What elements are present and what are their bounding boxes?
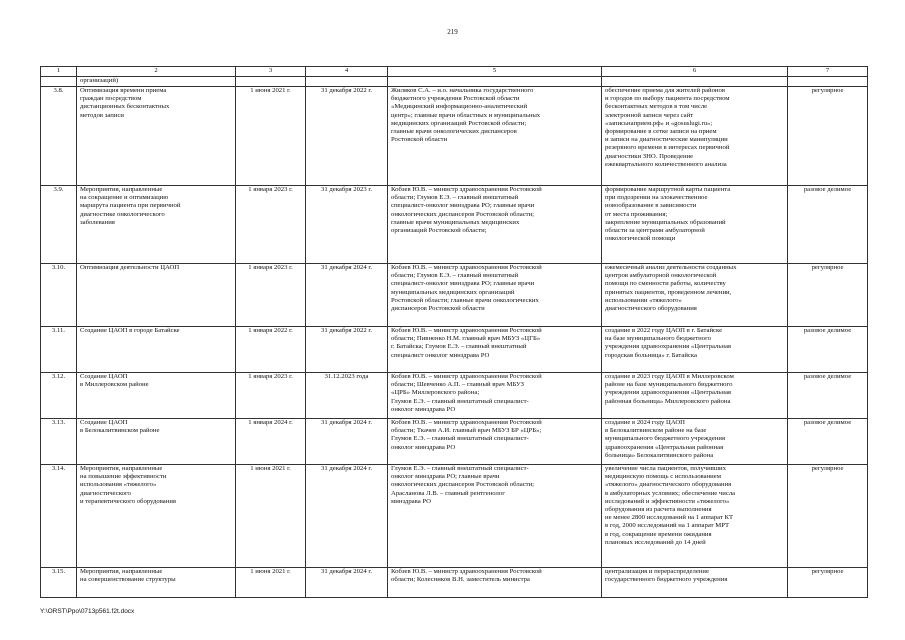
cell-responsible-line: бюджетного учреждения Ростовской области (391, 95, 520, 103)
cell-name (77, 87, 236, 186)
cell-result (602, 465, 788, 568)
measures-table (40, 66, 868, 598)
cell-result-line: формирование маршрутной карты пациента (605, 186, 731, 193)
cell-name-line: Создание ЦАОП в городе Батайске (80, 327, 180, 334)
header-cell: 4 (306, 67, 388, 77)
cell-result-line: муниципального бюджетного учреждения (605, 435, 726, 443)
cell-end-date: 31 декабря 2024 г. (306, 465, 388, 568)
cell-responsible-line: г. Батайска; Глумов Е.Э. – главный внештатный (391, 343, 527, 351)
cell-end-date: 31 декабря 2022 г. (306, 87, 388, 186)
cell-number: 3.8. (41, 87, 77, 186)
cell-result-line: не менее 2800 исследований на 1 аппарат КТ (605, 514, 734, 522)
cell-result-line: создание в 2023 году ЦАОП в Миллеровском (605, 373, 734, 380)
cell-responsible-line: области; Ткачев А.И. главный врач МБУЗ БР «ЦРБ»; (391, 427, 542, 435)
cell-responsible-line: Кобзев Ю.В. – министр здравоохранения Ростовской (391, 186, 542, 193)
cell-number: 3.15. (41, 568, 77, 598)
cell-responsible-line: области; Пивненко Н.М. главный врач МБУЗ «ЦГБ» (391, 335, 541, 343)
cell-result-line: оборудования из расчета выполнения (605, 506, 712, 514)
cell-result-line: «тяжелого» диагностического оборудования (605, 481, 732, 489)
cell-responsible-line: области; Глумов Е.Э. – главный внештатный (391, 272, 519, 280)
cell-result-line: ежемесячный анализ деятельности созданных (605, 264, 737, 271)
cell-type: разовое делимое (788, 186, 868, 264)
cell-responsible-line: специалист-онколог минздрава РО; главные врачи (391, 202, 535, 210)
cell-name-line: Мероприятия, направленные (80, 186, 163, 193)
cell-name-line: заболевания (80, 218, 115, 226)
cell-result (602, 327, 788, 373)
cell-name-line: диагностического (80, 489, 131, 497)
cell-end-date: 31 декабря 2024 г. (306, 419, 388, 465)
cell-responsible (388, 87, 602, 186)
cell-name-line: в Миллеровском районе (80, 381, 149, 389)
cell-name-line: методов записи (80, 111, 124, 119)
cell-responsible-line: муниципальных медицинских организаций (391, 288, 515, 296)
cell-result-line: медицинскую помощь с использованием (605, 473, 721, 481)
header-cell: 6 (602, 67, 788, 77)
cell-type: разовое делимое (788, 419, 868, 465)
cell-responsible-line: Кобзев Ю.В. – министр здравоохранения Ростовской (391, 373, 542, 380)
table-row (41, 419, 868, 465)
cell-number: 3.11. (41, 327, 77, 373)
cell-responsible (388, 373, 602, 419)
cell-result-line: «записьнаприем.рф» и «gosuslugi.ru»; (605, 119, 713, 127)
header-cell: 7 (788, 67, 868, 77)
header-cell: 3 (236, 67, 306, 77)
cell-result-line: использовании «тяжелого» (605, 296, 682, 304)
cell-responsible-line: Кобзев Ю.В. – министр здравоохранения Ростовской (391, 264, 542, 271)
cell-responsible-line: области; Шевченко А.П. – главный врач МБУЗ (391, 381, 524, 389)
cell-end-date: 31 декабря 2022 г. (306, 327, 388, 373)
cell-result-line: и записи на диагностические манипуляции (605, 136, 728, 144)
cell-responsible-line: области; Колесников В.Н. заместитель министра (391, 576, 530, 584)
cell-result-line: больница» Белокалитвинского района (605, 451, 714, 459)
cell-result (602, 264, 788, 327)
table-row (41, 465, 868, 568)
cell-result (602, 373, 788, 419)
cell-responsible-line: специалист онколог минздрава РО (391, 351, 490, 359)
cell-number: 3.14. (41, 465, 77, 568)
cell-responsible-line: онколог минздрава РО (391, 443, 456, 451)
cell-start-date: 1 января 2024 г. (236, 419, 306, 465)
cell-number (41, 77, 77, 87)
table-row (41, 264, 868, 327)
cell-responsible-line: онкологических диспансеров Ростовской области; (391, 481, 535, 489)
cell-responsible-line: Арасланова Л.В. – главный рентгенолог (391, 489, 505, 497)
cell-responsible-line: диспансеров Ростовской области (391, 305, 485, 313)
cell-name (77, 568, 236, 598)
cell-end-date: 31 декабря 2024 г. (306, 568, 388, 598)
header-cell: 5 (388, 67, 602, 77)
cell-responsible (388, 568, 602, 598)
cell-empty (388, 77, 602, 87)
cell-responsible-line: минздрава РО (391, 497, 431, 505)
cell-name-line: на повышение эффективности (80, 473, 167, 481)
cell-result-line: государственного бюджетного учреждения (605, 576, 728, 584)
cell-result-line: в год, сокращение времени ожидания (605, 530, 712, 538)
table-row (41, 568, 868, 598)
cell-responsible-line: Глумов Е.Э. – главный внештатный специалист- (391, 435, 529, 443)
cell-result (602, 186, 788, 264)
cell-result-line: диагностического оборудования (605, 305, 697, 313)
cell-result-line: в Белокалитвинском районе на базе (605, 427, 707, 435)
cell-name-line: граждан посредством (80, 95, 142, 103)
file-path-footer: Y:\ORST\Ppo\0713p561.f2t.docx (40, 608, 135, 615)
cell-start-date: 1 января 2022 г. (236, 327, 306, 373)
cell-responsible-line: Глумов Е.Э. – главный внештатный специалист- (391, 397, 529, 405)
cell-responsible-line: «Медицинский информационно-аналитический (391, 103, 528, 111)
cell-type: разовое делимое (788, 327, 868, 373)
cell-result-line: принятых пациентов, проведенном лечении, (605, 288, 732, 296)
cell-number: 3.10. (41, 264, 77, 327)
cell-result-line: области за центрами амбулаторной (605, 227, 705, 235)
cell-responsible-line: Жиляков С.А. – и.о. начальника государственного (391, 87, 534, 94)
cell-name-line: Создание ЦАОП (80, 373, 128, 380)
cell-result-line: формирование в сетке записи на прием (605, 128, 717, 136)
cell-name (77, 186, 236, 264)
cell-name-line: диагностике онкологического (80, 210, 165, 218)
cell-end-date: 31 декабря 2024 г. (306, 264, 388, 327)
cell-result-line: увеличение числа пациентов, получивших (605, 465, 726, 472)
cell-result (602, 568, 788, 598)
cell-start-date: 1 июня 2021 г. (236, 568, 306, 598)
header-cell: 1 (41, 67, 77, 77)
cell-start-date: 1 января 2023 г. (236, 186, 306, 264)
cell-responsible-line: организаций Ростовской области; (391, 227, 487, 235)
cell-name-line: и терапевтического оборудования (80, 497, 176, 505)
cell-result-line: создание в 2024 году ЦАОП (605, 419, 686, 426)
cell-responsible-line: Ростовской области; главные врачи онкологических (391, 296, 539, 304)
cell-responsible-line: Глумов Е.Э. – главный внештатный специалист- (391, 465, 529, 472)
cell-result-line: и городов по выбору пациента посредством (605, 95, 730, 103)
cell-result-line: на базе муниципального бюджетного (605, 335, 711, 343)
cell-name (77, 264, 236, 327)
header-cell: 2 (77, 67, 236, 77)
cell-type: разовое делимое (788, 373, 868, 419)
table-row (41, 373, 868, 419)
cell-start-date: 1 июня 2021 г. (236, 465, 306, 568)
cell-responsible-line: медицинских организаций Ростовской области; (391, 119, 527, 127)
cell-result-line: учреждения здравоохранения «Центральная (605, 389, 731, 397)
page-number: 219 (447, 28, 458, 36)
cell-result-line: плановых исследований до 14 дней (605, 538, 706, 546)
cell-name (77, 465, 236, 568)
cell-name-line: маршрута пациента при первичной (80, 202, 181, 210)
cell-end-date: 31.12.2023 года (306, 373, 388, 419)
cell-responsible-line: Кобзев Ю.В. – министр здравоохранения Ростовской (391, 327, 542, 334)
cell-result-line: электронной записи через сайт (605, 111, 694, 119)
cell-responsible (388, 264, 602, 327)
cell-responsible-line: специалист-онколог минздрава РО; главные врачи (391, 280, 535, 288)
cell-responsible-line: главные врачи муниципальных медицинских (391, 218, 520, 226)
table-row (41, 87, 868, 186)
cell-name (77, 327, 236, 373)
cell-result-line: здравоохранения «Центральная районная (605, 443, 724, 451)
cell-result-line: новообразование в зависимости (605, 202, 697, 210)
cell-responsible-line: «ЦРБ» Миллеровского района; (391, 389, 480, 397)
cell-result-line: от места проживания; (605, 210, 668, 218)
cell-responsible-line: онколог минздрава РО (391, 405, 456, 413)
cell-responsible-line: центр»; главные врачи областных и муниципальных (391, 111, 541, 119)
cell-result-line: исследований и эффективности «тяжелого» (605, 497, 730, 505)
cell-start-date: 1 июня 2021 г. (236, 87, 306, 186)
cell-responsible-line: Ростовской области (391, 136, 448, 144)
cell-result-line: при подозрении на злокачественное (605, 194, 708, 202)
cell-name-line: Оптимизация времени приема (80, 87, 167, 94)
table-header-row (41, 67, 868, 77)
cell-empty (306, 77, 388, 87)
cell-result-line: центров амбулаторной онкологической (605, 272, 717, 280)
cell-empty (788, 77, 868, 87)
cell-number: 3.12. (41, 373, 77, 419)
cell-name-line: дистанционных бесконтактных (80, 103, 170, 111)
cell-result-line: создание в 2022 году ЦАОП в г. Батайске (605, 327, 723, 334)
cell-number: 3.13. (41, 419, 77, 465)
cell-start-date: 1 января 2023 г. (236, 264, 306, 327)
cell-type: регулярное (788, 568, 868, 598)
cell-result-line: районе на базе муниципального бюджетного (605, 381, 733, 389)
cell-name-line: использования «тяжелого» (80, 481, 157, 489)
cell-name-line: в Белокалитвинском районе (80, 427, 160, 435)
cell-result (602, 419, 788, 465)
cell-result-line: помощи по сменности работы, количеству (605, 280, 726, 288)
cell-number: 3.9. (41, 186, 77, 264)
cell-result-line: ежеквартального количественного анализа (605, 160, 727, 168)
table-row (41, 186, 868, 264)
cell-responsible (388, 327, 602, 373)
cell-result-line: районная больница» Миллеровского района (605, 397, 731, 405)
cell-result-line: в год, 2000 исследований на 1 аппарат МРТ (605, 522, 730, 530)
cell-type: регулярное (788, 87, 868, 186)
cell-end-date: 31 декабря 2023 г. (306, 186, 388, 264)
cell-name (77, 77, 236, 87)
cell-name-line: Мероприятия, направленные (80, 465, 163, 472)
cell-result-line: обеспечение приема для жителей районов (605, 87, 726, 94)
cell-responsible (388, 186, 602, 264)
cell-name (77, 419, 236, 465)
cell-result-line: централизация и перераспределение (605, 568, 709, 575)
cell-name-line: Оптимизация деятельности ЦАОП (80, 264, 180, 271)
cell-responsible-line: онкологических диспансеров Ростовской области; (391, 210, 535, 218)
cell-responsible (388, 465, 602, 568)
cell-empty (236, 77, 306, 87)
cell-responsible-line: главные врачи онкологических диспансеров (391, 128, 517, 136)
cell-name-line: Создание ЦАОП (80, 419, 128, 426)
table-row (41, 327, 868, 373)
cell-name (77, 373, 236, 419)
cell-result (602, 87, 788, 186)
cell-result-line: учреждения здравоохранения «Центральная (605, 343, 731, 351)
cell-responsible-line: области; Глумов Е.Э. – главный внештатный (391, 194, 519, 202)
table-row-continuation (41, 77, 868, 87)
cell-responsible-line: Кобзев Ю.В. – министр здравоохранения Ростовской (391, 568, 542, 575)
cell-result-line: онкологической помощи (605, 235, 676, 243)
cell-name-line: Мероприятия, направленные (80, 568, 163, 575)
cell-type: регулярное (788, 465, 868, 568)
cell-result-line: бесконтактных методов в том числе (605, 103, 708, 111)
cell-responsible-line: онколог минздрава РО; главные врачи (391, 473, 500, 481)
cell-responsible (388, 419, 602, 465)
cell-name-line: на совершенствование структуры (80, 576, 176, 584)
cell-result-line: диагностики ЗНО. Проведение (605, 152, 694, 160)
cell-result-line: в амбулаторных условиях; обеспечение числа (605, 489, 736, 497)
cell-result-line: резервного времени в интересах первичной (605, 144, 730, 152)
cell-name-line: организаций) (80, 77, 119, 84)
cell-responsible-line: Кобзев Ю.В. – министр здравоохранения Ростовской (391, 419, 542, 426)
cell-start-date: 1 января 2023 г. (236, 373, 306, 419)
cell-type: регулярное (788, 264, 868, 327)
cell-name-line: на сокращение и оптимизацию (80, 194, 169, 202)
cell-result-line: закрепление муниципальных образований (605, 218, 726, 226)
cell-result-line: городская больница» г. Батайска (605, 351, 698, 359)
cell-empty (602, 77, 788, 87)
